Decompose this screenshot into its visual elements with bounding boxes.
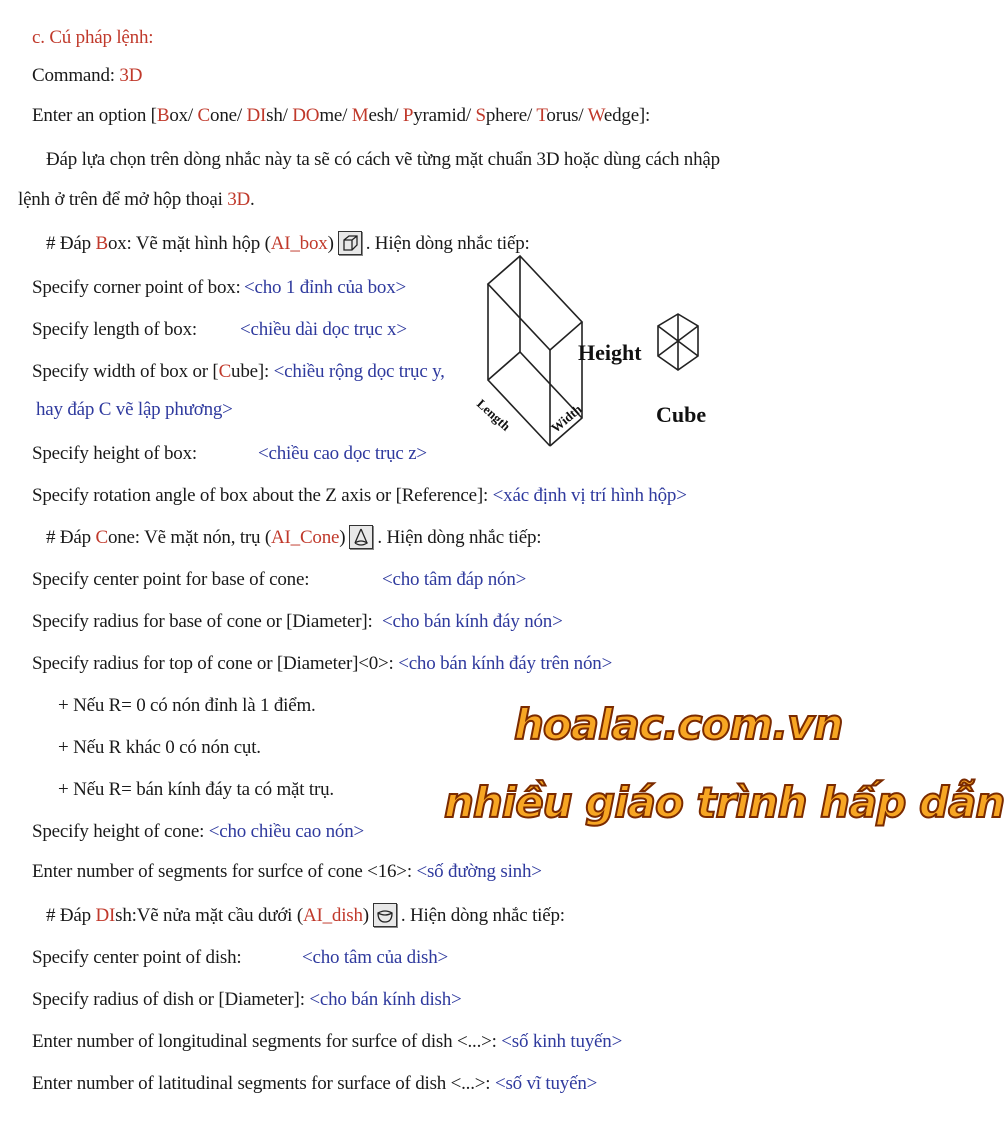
watermark-slogan: nhiều giáo trình hấp dẫn [444,778,1004,827]
option-line [32,104,650,128]
dish-prompt-2 [32,988,462,1012]
box-prompt-3-b: ube]: [231,361,274,382]
box-answer-prefix: # Đáp [46,233,96,254]
cube-figure [656,312,700,384]
command-line [32,64,142,88]
box-desc: ox: Vẽ mặt hình hộp ( [107,233,271,254]
cone-answer-prefix: # Đáp [46,527,96,548]
cone-key: C [95,527,108,548]
box-prompt-2-text: Specify length of box: [32,319,197,340]
box-value-3b: hay đáp C vẽ lập phương> [36,399,233,420]
box-value-2: <chiều dài dọc trục x> [240,319,407,340]
box-value-5: <xác định vị trí hình hộp> [492,485,687,506]
dish-key: DI [95,905,116,926]
cone-note-2: + Nếu R khác 0 có nón cụt. [58,737,261,758]
section-heading: c. Cú pháp lệnh: [32,27,154,48]
option-pyramid-rest: yramid/ [413,105,476,126]
cone-note-3: + Nếu R= bán kính đáy ta có mặt trụ. [58,779,334,800]
option-wedge-key: W [587,105,604,126]
box-cube-key: C [218,361,232,382]
intro-line-2 [18,188,255,212]
cone-prompt-4-text: Specify height of cone: [32,821,209,842]
cone-command: AI_Cone [271,527,340,548]
dish-prompt-4-text: Enter number of latitudinal segments for surface of dish <...>: [32,1073,495,1094]
dish-value-3: <số kinh tuyến> [501,1031,623,1052]
option-torus-key: T [536,105,547,126]
cone-prompt-next: . Hiện dòng nhắc tiếp: [377,527,542,548]
cone-desc: one: Vẽ mặt nón, trụ ( [107,527,271,548]
box-prompt-5 [32,484,687,508]
box-prompt-next: . Hiện dòng nhắc tiếp: [365,233,530,254]
cone-prompt-4 [32,820,364,844]
option-dish-rest: sh/ [266,105,293,126]
cone-value-3: <cho bán kính đáy trên nón> [398,653,613,674]
box-key: B [95,233,108,254]
dish-prompt-3-text: Enter number of longitudinal segments for surfce of dish <...>: [32,1031,502,1052]
intro-text: lệnh ở trên để mở hộp thoại [18,189,228,210]
dish-prompt-3 [32,1030,622,1054]
dish-prompt-next: . Hiện dòng nhắc tiếp: [400,905,565,926]
option-torus-rest: orus/ [546,105,588,126]
box-paren: ) [327,233,334,254]
box-prompt-4 [32,442,197,466]
command-value: 3D [119,65,143,86]
cone-prompt-2 [32,610,373,634]
dish-value-4: <số vĩ tuyến> [494,1073,598,1094]
option-mesh-key: M [351,105,369,126]
option-box-key: B [156,105,170,126]
dish-prompt-2-text: Specify radius of dish or [Diameter]: [32,989,310,1010]
cone-prompt-3-text: Specify radius for top of cone or [Diameter]<0>: [32,653,399,674]
cone-prompt-5-text: Enter number of segments for surfce of cone <16>: [32,861,417,882]
intro-period: . [250,189,255,210]
option-pyramid-key: P [402,105,414,126]
figure-length-label: Length [473,396,514,434]
option-sphere-rest: phere/ [485,105,537,126]
cone-prompt-2-text: Specify radius for base of cone or [Diameter]: [32,611,373,632]
dish-value-1: <cho tâm của dish> [302,947,449,968]
command-label: Command: [32,65,120,86]
dish-paren: ) [362,905,369,926]
box-value-3: <chiều rộng dọc trục y, [273,361,445,382]
box-prompt-1 [32,276,241,300]
dish-answer-prefix: # Đáp [46,905,96,926]
option-cone-key: C [197,105,211,126]
watermark-site: hoalac.com.vn [514,700,843,749]
dish-prompt-1-text: Specify center point of dish: [32,947,242,968]
figure-cube-label: Cube [656,402,707,427]
box-prompt-3-a: Specify width of box or [ [32,361,219,382]
box-value-4: <chiều cao dọc trục z> [258,443,427,464]
cone-paren: ) [339,527,346,548]
option-box-rest: ox/ [169,105,198,126]
box-prompt-4-text: Specify height of box: [32,443,197,464]
intro-line-1: Đáp lựa chọn trên dòng nhắc này ta sẽ có cách vẽ từng mặt chuẩn 3D hoặc dùng cách nhập [46,149,720,170]
cone-value-2: <cho bán kính đáy nón> [382,611,563,632]
dish-prompt-1 [32,946,241,970]
cone-note-1: + Nếu R= 0 có nón đỉnh là 1 điểm. [58,695,316,716]
dish-prompt-4 [32,1072,597,1096]
cone-value-4: <cho chiều cao nón> [208,821,365,842]
option-dome-key: DO [292,105,320,126]
figure-width-label: Width [548,401,585,436]
box-tool-icon [338,231,362,255]
option-dome-rest: me/ [319,105,352,126]
figure-height-label: Height [578,340,642,365]
dish-value-2: <cho bán kính dish> [309,989,462,1010]
cone-value-1: <cho tâm đáp nón> [382,569,527,590]
box-command: AI_box [270,233,328,254]
dish-command: AI_dish [302,905,363,926]
box-prompt-2 [32,318,197,342]
dish-tool-icon [373,903,397,927]
cone-prompt-3 [32,652,612,676]
intro-3d: 3D [227,189,251,210]
box-value-1: <cho 1 đỉnh của box> [244,277,407,298]
option-wedge-rest: edge]: [603,105,651,126]
option-dish-key: DI [246,105,267,126]
cone-header [46,526,541,551]
cone-prompt-1 [32,568,309,592]
dish-header [46,904,565,929]
option-prefix: Enter an option [ [32,105,157,126]
box-header [46,232,530,257]
cone-value-5: <số đường sinh> [416,861,542,882]
dish-desc: sh:Vẽ nửa mặt cầu dưới ( [115,905,303,926]
cone-tool-icon [349,525,373,549]
option-mesh-rest: esh/ [368,105,403,126]
cone-prompt-5 [32,860,542,884]
option-cone-rest: one/ [210,105,247,126]
box-prompt-5-text: Specify rotation angle of box about the Z axis or [Reference]: [32,485,493,506]
box-prompt-1-text: Specify corner point of box: [32,277,241,298]
option-sphere-key: S [475,105,486,126]
box-prompt-3 [32,360,445,384]
cone-prompt-1-text: Specify center point for base of cone: [32,569,310,590]
